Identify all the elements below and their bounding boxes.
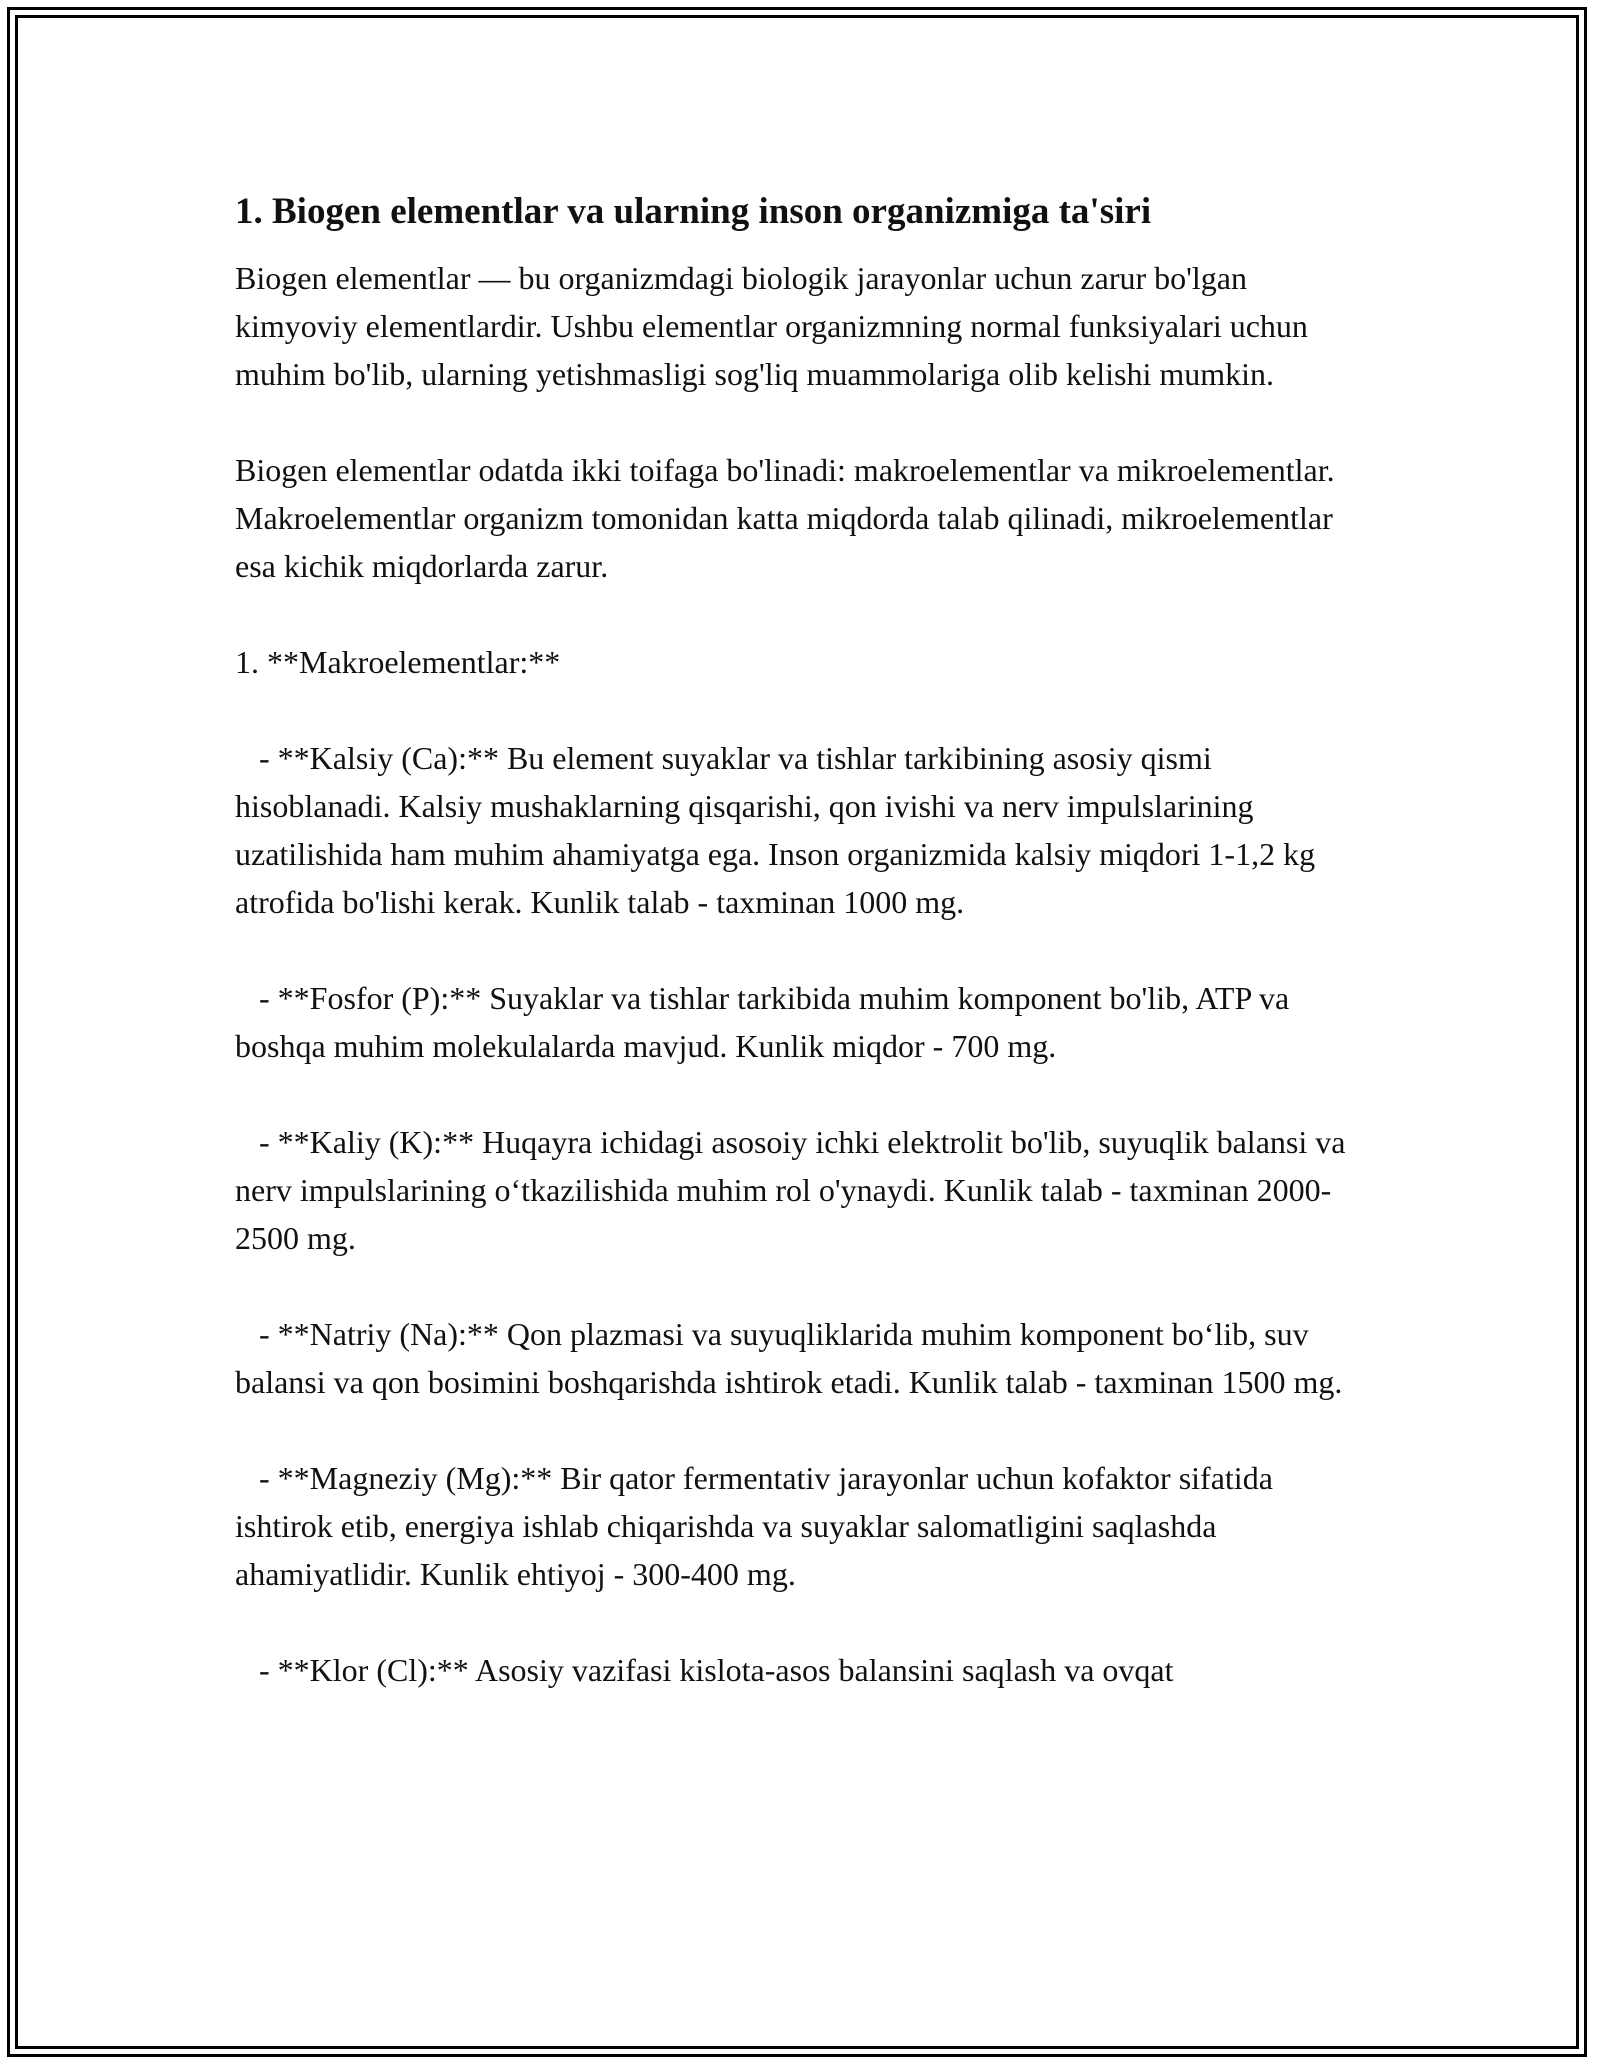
paragraph-intro: Biogen elementlar — bu organizmdagi biologik jarayonlar uchun zarur bo'lgan kimyoviy elementlardir. Ushbu elementlar organizmning normal funksiyalari uchun muhim bo'lib, ularning yetishmasligi sog'liq muammolariga olib kelishi mumkin. [235,260,1316,392]
document-title: 1. Biogen elementlar va ularning inson organizmiga ta'siri [235,191,1152,232]
list-item-kaliy: - **Kaliy (K):** Huqayra ichidagi asosoiy ichki elektrolit bo'lib, suyuqlik balansi va nerv impulslarining o‘tkazilishida muhim rol o'ynaydi. Kunlik talab - taxminan 2000-2500 mg. [235,1124,1354,1256]
paragraph-categories: Biogen elementlar odatda ikki toifaga bo'linadi: makroelementlar va mikroelementlar. Makroelementlar organizm tomonidan katta miqdorda talab qilinadi, mikroelementlar esa kichik miqdorlarda zarur. [235,452,1343,584]
list-heading-makroelementlar: 1. **Makroelementlar:** [235,644,561,680]
document-body [235,188,1365,1694]
list-item-magneziy: - **Magneziy (Mg):** Bir qator fermentativ jarayonlar uchun kofaktor sifatida ishtirok etib, energiya ishlab chiqarishda va suyaklar salomatligini saqlashda ahamiyatlidir. Kunlik ehtiyoj - 300-400 mg. [235,1460,1281,1592]
list-item-kalsiy: - **Kalsiy (Ca):** Bu element suyaklar va tishlar tarkibining asosiy qismi hisoblanadi. Kalsiy mushaklarning qisqarishi, qon ivishi va nerv impulslarining uzatilishida ham muhim ahamiyatga ega. Inson organizmida kalsiy miqdori 1-1,2 kg atrofida bo'lishi kerak. Kunlik talab - taxminan 1000 mg. [235,740,1324,920]
list-item-fosfor: - **Fosfor (P):** Suyaklar va tishlar tarkibida muhim komponent bo'lib, ATP va boshqa muhim molekulalarda mavjud. Kunlik miqdor - 700 mg. [235,980,1298,1064]
list-item-natriy: - **Natriy (Na):** Qon plazmasi va suyuqliklarida muhim komponent bo‘lib, suv balansi va qon bosimini boshqarishda ishtirok etadi. Kunlik talab - taxminan 1500 mg. [235,1316,1343,1400]
list-item-klor: - **Klor (Cl):** Asosiy vazifasi kislota-asos balansini saqlash va ovqat [235,1652,1174,1688]
